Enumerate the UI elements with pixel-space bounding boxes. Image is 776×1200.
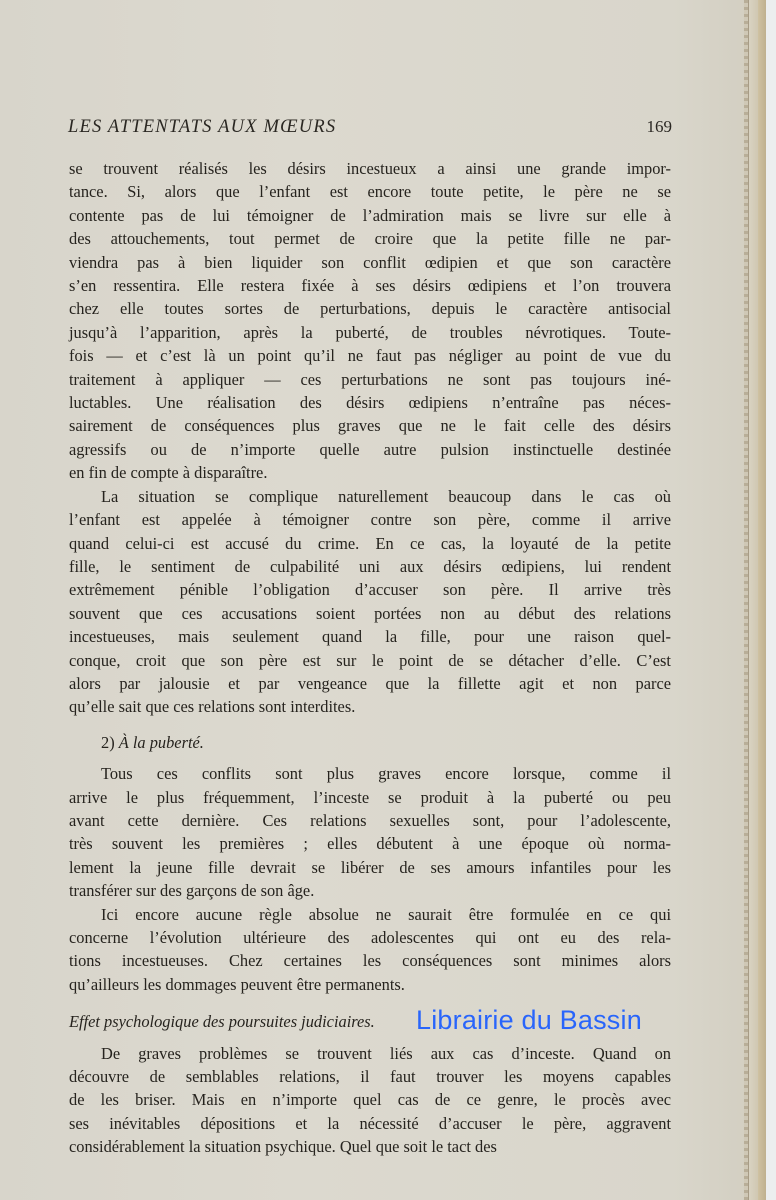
text-line: chez elle toutes sortes de perturbations, depuis le caractère antisocial [69,299,671,319]
text-line: transférer sur des garçons de son âge. [69,881,315,901]
running-header [68,117,672,138]
text-line: conque, croit que son père est sur le point de se détacher d’elle. C’est [69,650,671,670]
text-line: fille, le sentiment de culpabilité uni aux désirs œdipiens, lui rendent [69,556,671,576]
paragraph [69,157,671,485]
subheading [69,731,671,754]
text-line: concerne l’évolution ultérieure des adolescentes qui ont eu des rela- [69,928,671,947]
text-line: lement la jeune fille devrait se libérer de ses amours infantiles pour les [69,857,671,877]
text-line: l’enfant est appelée à témoigner contre son père, comme il arrive [69,510,671,530]
running-title: LES ATTENTATS AUX MŒURS [68,117,337,137]
text-line: souvent que ces accusations soient portées non au début des relations [69,603,671,623]
text-line: extrêmement pénible l’obligation d’accuser son père. Il arrive très [69,580,671,600]
text-line: jusqu’à l’apparition, après la puberté, de troubles névrotiques. Toute- [69,322,671,342]
text-line: viendra pas à bien liquider son conflit œdipien et que son caractère [69,252,671,272]
text-line: agressifs ou de n’importe quelle autre pulsion instinctuelle destinée [69,439,671,459]
text-line: luctables. Une réalisation des désirs œdipiens n’entraîne pas néces- [69,393,671,413]
text-line: s’en ressentira. Elle restera fixée à ses désirs œdipiens et l’on trouvera [69,276,671,296]
text-line: incestueuses, mais seulement quand la fille, pour une raison quel- [69,627,671,647]
text-line: de les briser. Mais en n’importe quel cas de ce genre, le procès avec [69,1090,671,1110]
section-heading: Effet psychologique des poursuites judiciaires. [69,1012,375,1032]
text-line: se trouvent réalisés les désirs incestueux a ainsi une grande impor- [69,159,671,178]
paragraphs-block-2 [69,762,671,996]
cover-edge [758,0,766,1200]
text-line: Ici encore aucune règle absolue ne saurait être formulée en ce qui [101,904,671,924]
text-line: avant cette dernière. Ces relations sexuelles sont, pour l’adolescente, [69,810,671,830]
text-line: fois — et c’est là un point qu’il ne faut pas négliger au point de vue du [69,346,671,366]
subheading-title: À la puberté. [118,732,204,752]
text-line: alors par jalousie et par vengeance que la fillette agit et non parce [69,673,671,693]
text-line: qu’elle sait que ces relations sont interdites. [69,697,356,717]
text-line: De graves problèmes se trouvent liés aux cas d’inceste. Quand on [101,1043,671,1063]
text-line: tions incestueuses. Chez certaines les conséquences sont minimes alors [69,951,671,971]
text-line: contente pas de lui témoigner de l’admiration mais se livre sur elle à [69,205,671,225]
paragraphs-block-1 [69,157,671,719]
paragraphs-block-3 [69,1042,671,1159]
text-line: ses inévitables dépositions et la nécessité d’accuser le père, aggravent [69,1113,671,1133]
text-line: tance. Si, alors que l’enfant est encore toute petite, le père ne se [69,182,671,202]
text-line: traitement à appliquer — ces perturbations ne sont pas toujours iné- [69,369,671,389]
page-number: 169 [646,117,672,136]
paragraph [69,485,671,719]
watermark: Librairie du Bassin [416,1005,642,1035]
text-line: La situation se complique naturellement beaucoup dans le cas où [101,486,671,506]
text-line: très souvent les premières ; elles débutent à une époque où norma- [69,834,671,854]
text-line: Tous ces conflits sont plus graves encore lorsque, comme il [101,764,671,784]
paragraph [69,762,671,902]
text-line: qu’ailleurs les dommages peuvent être permanents. [69,974,405,994]
text-line: arrive le plus fréquemment, l’inceste se produit à la puberté ou peu [69,787,671,807]
background [766,0,776,1200]
paragraph [69,1042,671,1159]
text-line: considérablement la situation psychique. Quel que soit le tact des [69,1137,497,1157]
text-line: en fin de compte à disparaître. [69,463,268,483]
text-line: quand celui-ci est accusé du crime. En ce cas, la loyauté de la petite [69,533,671,553]
subheading-number: 2) [101,732,115,752]
text-line: découvre de semblables relations, il faut trouver les moyens capables [69,1067,671,1087]
text-line: des attouchements, tout permet de croire que la petite fille ne par- [69,229,671,249]
paragraph [69,903,671,997]
text-line: sairement de conséquences plus graves que ne le fait celle des désirs [69,416,671,436]
